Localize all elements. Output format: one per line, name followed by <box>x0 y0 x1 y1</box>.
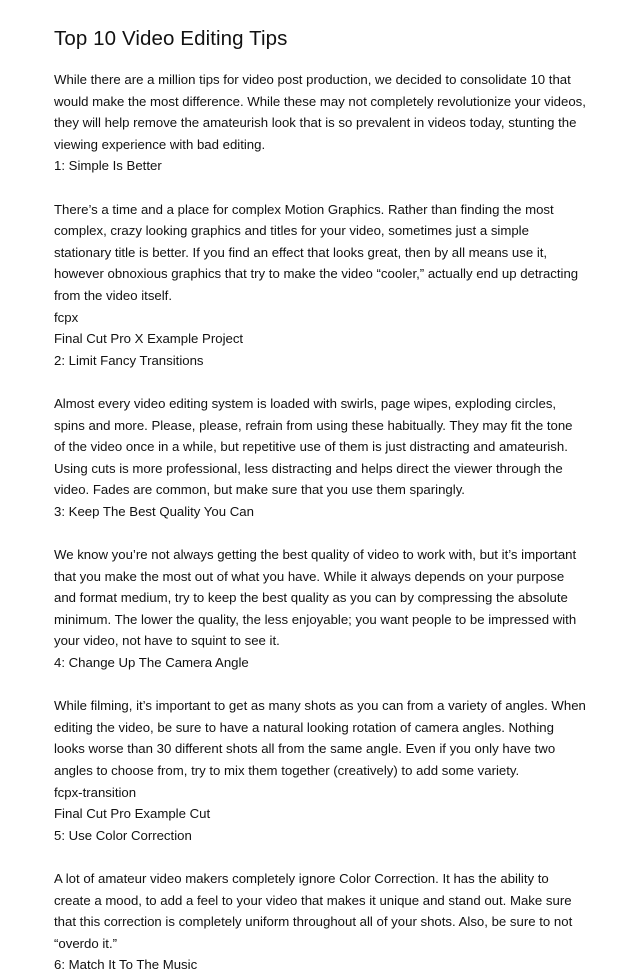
paragraph-spacer <box>54 371 586 393</box>
paragraph-spacer <box>54 846 586 868</box>
image-alt-text: fcpx <box>54 309 79 325</box>
tip-body: Almost every video editing system is loaded with swirls, page wipes, exploding circles, spins and more. Please, please, refrain from using these habitually. They may fit the tone of the video once in a while, but repetitive use of them is just distracting and amateurish. Using cuts is more professional, less distracting and helps direct the viewer through the video. Fades are common, but make sure that you use them sparingly. <box>54 395 573 498</box>
tip-heading: 6: Match It To The Music <box>54 957 198 973</box>
image-caption: Final Cut Pro Example Cut <box>54 806 211 822</box>
tip-heading: 1: Simple Is Better <box>54 158 162 174</box>
tip-body: There’s a time and a place for complex Motion Graphics. Rather than finding the most complex, crazy looking graphics and titles for your video, sometimes just a simple stationary title is better. If you find an effect that looks great, then by all means use it, however obnoxious graphics that try to make the video “cooler,” actually end up detracting from the video itself. <box>54 201 579 303</box>
image-alt-text: fcpx-transition <box>54 784 137 800</box>
paragraph-spacer <box>54 674 586 696</box>
intro-paragraph: While there are a million tips for video post production, we decided to consolidate 10 that would make the most difference. While these may not completely revolutionize your videos, they will help remove the amateurish look that is so prevalent in videos today, stunting the viewing experience with bad editing. <box>54 72 586 152</box>
image-caption: Final Cut Pro X Example Project <box>54 331 244 347</box>
paragraph-spacer <box>54 177 586 199</box>
tip-body: While filming, it’s important to get as many shots as you can from a variety of angles. When editing the video, be sure to have a natural looking rotation of camera angles. Nothing looks worse than 30 different shots all from the same angle. Even if you only have two angles to choose from, try to mix them together (creatively) to add some variety. <box>54 698 586 778</box>
paragraph-spacer <box>54 522 586 544</box>
tip-heading: 4: Change Up The Camera Angle <box>54 655 249 671</box>
tip-body: We know you’re not always getting the best quality of video to work with, but it’s important that you make the most out of what you have. While it always depends on your purpose and format medium, try to keep the best quality as you can by compressing the absolute minimum. The lower the quality, the less enjoyable; you want people to be impressed with your video, not have to squint to see it. <box>54 547 577 649</box>
page-title: Top 10 Video Editing Tips <box>54 27 288 50</box>
document-page <box>54 26 586 976</box>
tip-heading: 3: Keep The Best Quality You Can <box>54 503 254 519</box>
tip-body: A lot of amateur video makers completely ignore Color Correction. It has the ability to create a mood, to add a feel to your video that makes it unique and stand out. Make sure that this correction is completely uniform throughout all of your shots. Also, be sure to not “overdo it.” <box>54 870 573 951</box>
tip-heading: 2: Limit Fancy Transitions <box>54 352 204 368</box>
tip-heading: 5: Use Color Correction <box>54 827 192 843</box>
